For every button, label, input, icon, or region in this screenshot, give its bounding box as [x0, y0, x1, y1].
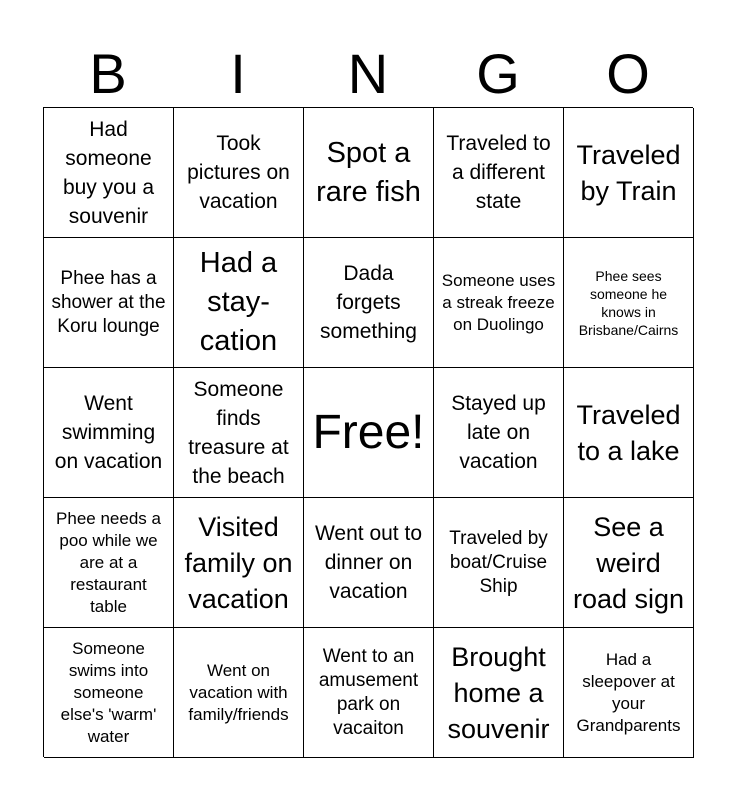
bingo-cell-4-5[interactable]: See a weird road sign: [564, 498, 694, 628]
bingo-cell-2-5[interactable]: Phee sees someone he knows in Brisbane/Cairns: [564, 238, 694, 368]
header-letter-n: N: [347, 42, 389, 105]
header-letter-o: O: [606, 42, 650, 105]
bingo-cell-3-2[interactable]: Someone finds treasure at the beach: [174, 368, 304, 498]
header-letter-b: B: [89, 42, 127, 105]
bingo-cell-1-2[interactable]: Took pictures on vacation: [174, 108, 304, 238]
bingo-cell-2-2[interactable]: Had a stay-cation: [174, 238, 304, 368]
bingo-cell-5-5[interactable]: Had a sleepover at your Grandparents: [564, 628, 694, 758]
bingo-cell-3-5[interactable]: Traveled to a lake: [564, 368, 694, 498]
bingo-cell-2-1[interactable]: Phee has a shower at the Koru lounge: [44, 238, 174, 368]
bingo-cell-1-1[interactable]: Had someone buy you a souvenir: [44, 108, 174, 238]
bingo-cell-1-3[interactable]: Spot a rare fish: [304, 108, 434, 238]
bingo-cell-free[interactable]: Free!: [304, 368, 434, 498]
bingo-cell-3-1[interactable]: Went swimming on vacation: [44, 368, 174, 498]
bingo-cell-5-1[interactable]: Someone swims into someone else's 'warm' water: [44, 628, 174, 758]
header-letter-i: I: [230, 42, 246, 105]
bingo-cell-2-3[interactable]: Dada forgets something: [304, 238, 434, 368]
bingo-cell-5-2[interactable]: Went on vacation with family/friends: [174, 628, 304, 758]
bingo-cell-4-4[interactable]: Traveled by boat/Cruise Ship: [434, 498, 564, 628]
bingo-cell-4-1[interactable]: Phee needs a poo while we are at a restaurant table: [44, 498, 174, 628]
bingo-grid: [43, 107, 693, 757]
bingo-cell-3-4[interactable]: Stayed up late on vacation: [434, 368, 564, 498]
bingo-cell-1-4[interactable]: Traveled to a different state: [434, 108, 564, 238]
bingo-cell-5-4[interactable]: Brought home a souvenir: [434, 628, 564, 758]
bingo-cell-4-2[interactable]: Visited family on vacation: [174, 498, 304, 628]
bingo-header: [43, 40, 693, 108]
bingo-cell-1-5[interactable]: Traveled by Train: [564, 108, 694, 238]
bingo-cell-2-4[interactable]: Someone uses a streak freeze on Duolingo: [434, 238, 564, 368]
bingo-cell-4-3[interactable]: Went out to dinner on vacation: [304, 498, 434, 628]
bingo-cell-5-3[interactable]: Went to an amusement park on vacaiton: [304, 628, 434, 758]
header-letter-g: G: [476, 42, 520, 105]
